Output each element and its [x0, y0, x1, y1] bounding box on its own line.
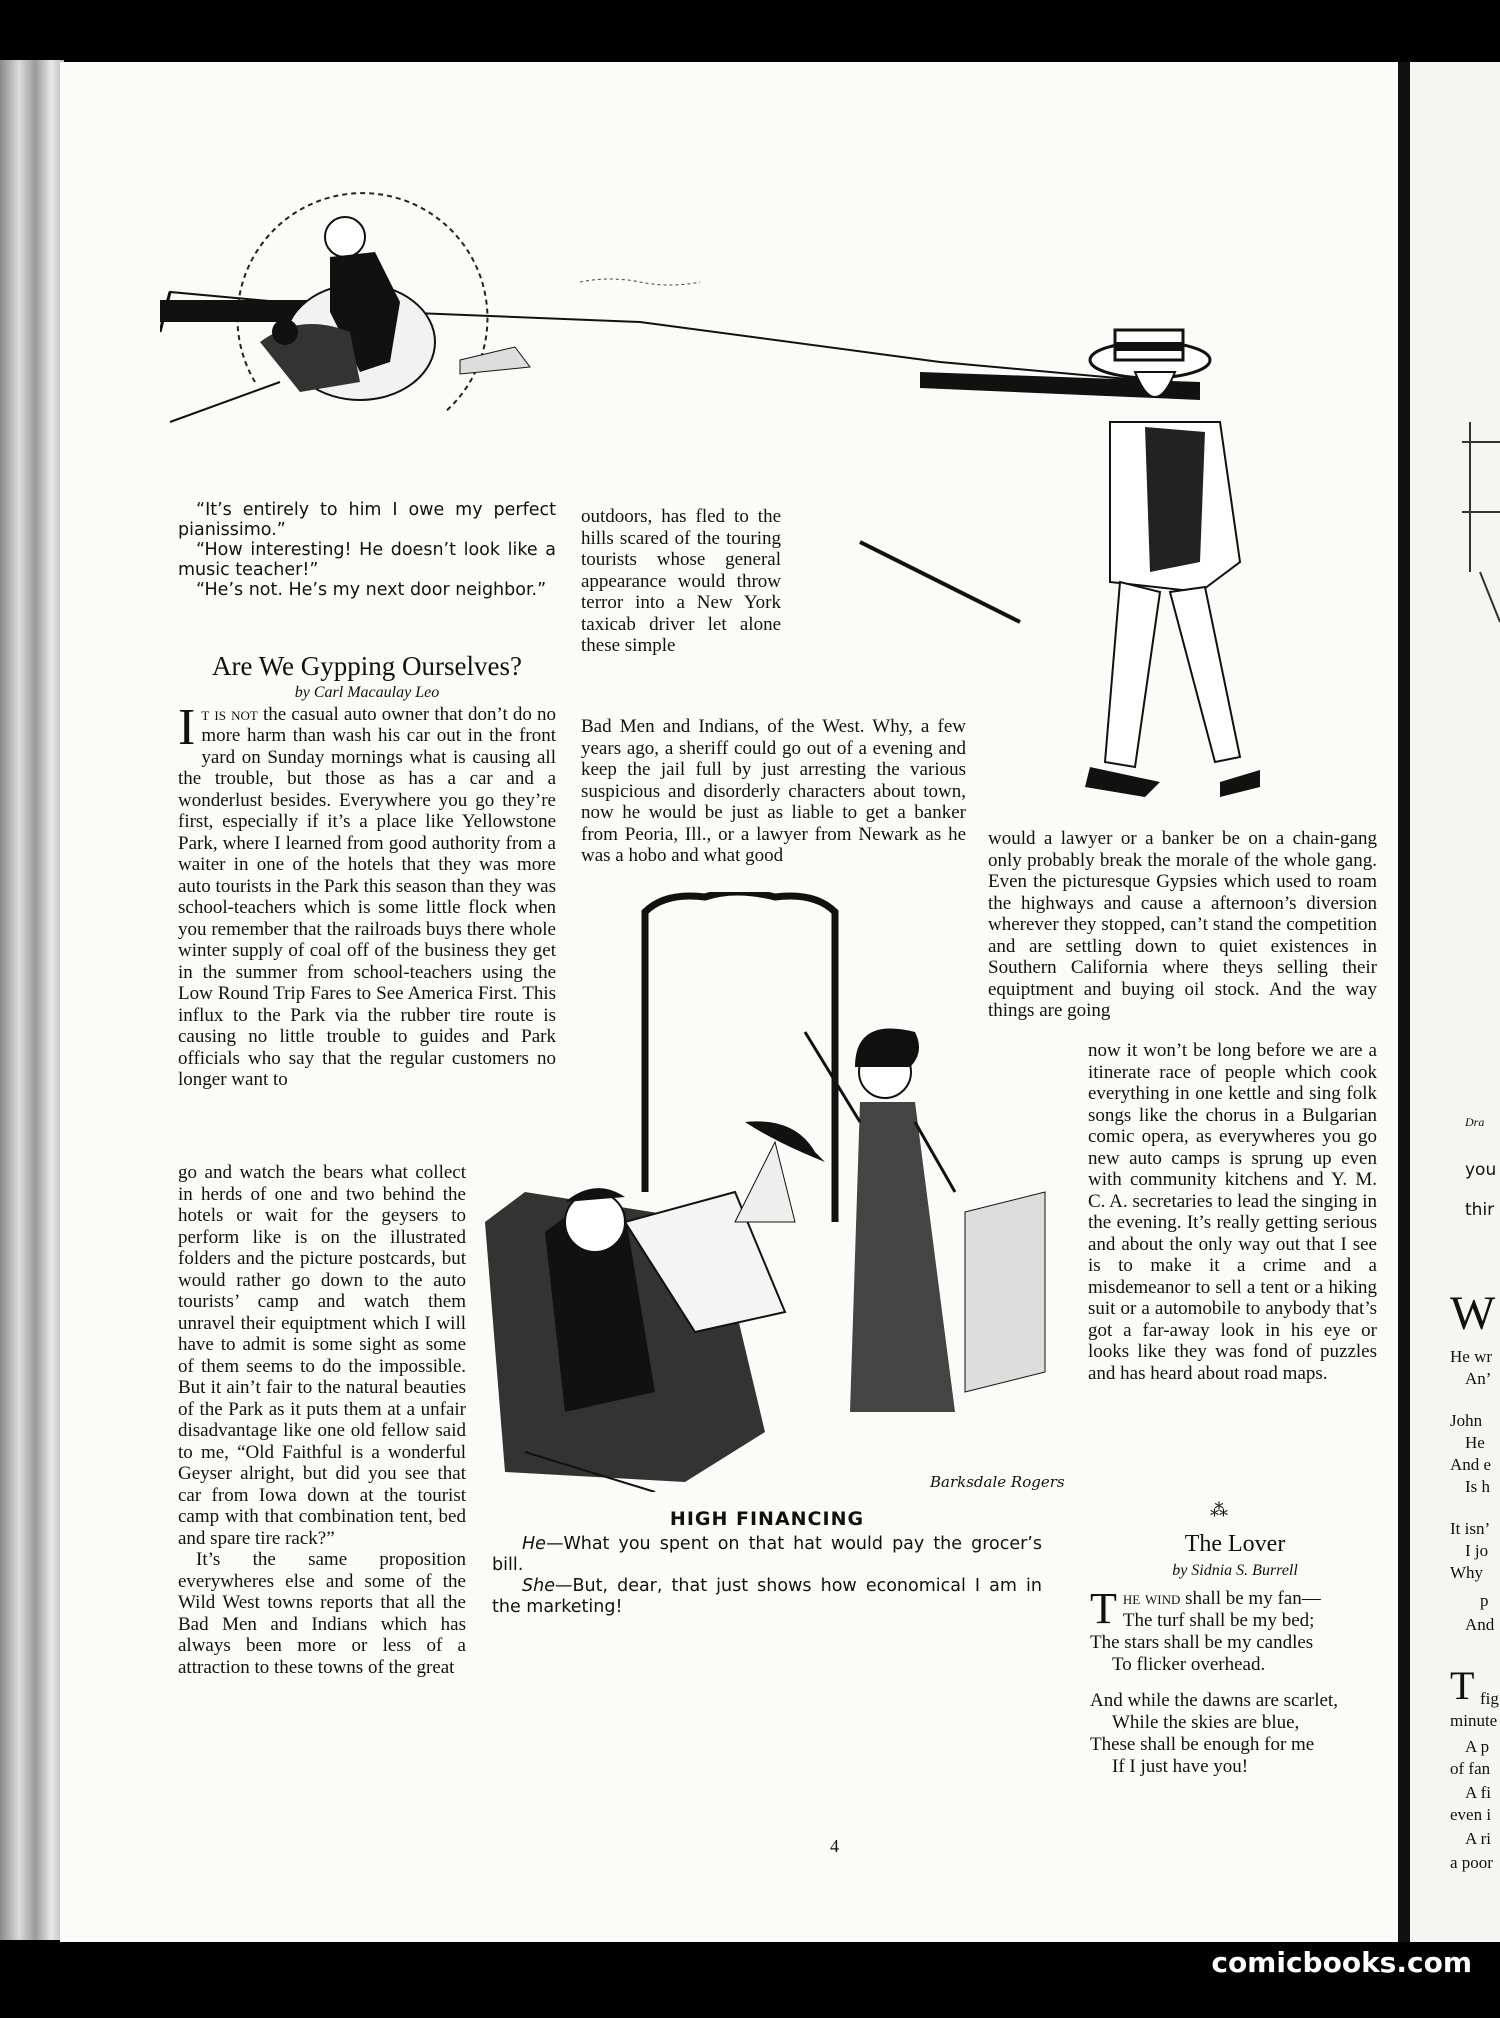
joke-line: “He’s not. He’s my next door neighbor.”: [196, 580, 547, 600]
facing-page-drawing: [1462, 422, 1500, 642]
facing-fragment: He: [1465, 1433, 1485, 1452]
article-lead: t is not: [201, 703, 258, 725]
facing-fragment: p: [1480, 1591, 1489, 1610]
article-col-1-narrow: [178, 1162, 466, 1678]
facing-fragment: And: [1465, 1615, 1495, 1634]
poem-line: And while the dawns are scarlet,: [1090, 1690, 1338, 1711]
book-spine: [0, 60, 64, 1940]
poem-line: These shall be enough for me: [1090, 1734, 1315, 1755]
poem-line: If I just have you!: [1112, 1756, 1249, 1777]
joke-block: [178, 500, 556, 600]
watermark: comicbooks.com: [1211, 1946, 1472, 1979]
facing-fragment: thir: [1465, 1200, 1495, 1220]
facing-fragment: John: [1450, 1411, 1483, 1430]
poem-line: To flicker overhead.: [1112, 1654, 1266, 1675]
poem-line: The stars shall be my candles: [1090, 1632, 1314, 1653]
article-text: outdoors, has fled to the hills scared of the touring tourists whose general appearance would throw terror into a New York taxicab driver let alone these simple: [581, 506, 781, 656]
poem-dropcap: T: [1090, 1584, 1117, 1633]
article-col-2-wide: [581, 716, 966, 867]
magazine-page: [60, 62, 1405, 1942]
article-byline: by Carl Macaulay Leo: [294, 684, 440, 701]
facing-fragment: He wr: [1450, 1347, 1493, 1366]
facing-fragment: Is h: [1465, 1477, 1491, 1496]
article-text: go and watch the bears what collect in herds of one and two behind the hotels or wait for the geysers to perform like is on the illustrated folders and the picture postcards, but would rather go down to the auto tourists’ camp and watch them unravel their equiptment which I will have to admit is some sight as some of them seems to do the impossible. But it ain’t fair to the natural beauties of the Park as it puts them at a unfair disadvantage like one old fellow said to me, “Old Faithful is a wonderful Geyser alright, but did you see that car from Iowa down at the tourist camp with that combination tent, bed and spare tire rack?”: [178, 1162, 466, 1549]
poem-lead: he wind: [1122, 1588, 1181, 1609]
caption-title: HIGH FINANCING: [669, 1508, 865, 1530]
poem-line: shall be my fan—: [1185, 1588, 1321, 1609]
page-number: 4: [830, 1836, 839, 1856]
article-text: now it won’t be long before we are a itinerate race of people which cook everything in one kettle and sing folk songs like the chorus in a Bulgarian comic opera, as everywheres you go new auto camps is sprung up even with community kitchens and Y. M. C. A. secretaries to lead the singing in the evening. It’s really getting serious and about the only way out that I see is to make it a crime and a misdemeanor to sell a tent or a hiking suit or a automobile to anybody that’s got a far-away look in his eye or looks like they was fond of puzzles and has heard about road maps.: [1088, 1040, 1377, 1384]
article-col-3: [988, 828, 1377, 1022]
caption-she-label: She: [522, 1576, 555, 1596]
facing-fragment: It isn’: [1450, 1519, 1491, 1538]
article-text: Bad Men and Indians, of the West. Why, a few years ago, a sheriff could go out of a evening and keep the jail full by just arresting the various suspicious and disorderly characters about town, now he would be just as liable to get a banker from Peoria, Ill., or a lawyer from Newark as he was a hobo and what good: [581, 716, 966, 866]
cartoon-signature: Barksdale Rogers: [930, 1473, 1065, 1491]
article-text: the casual auto owner that don’t do no more harm than wash his car out in the front yard on Sunday mornings what is causing all the trouble, but those as has a car and a wonderlust besides. Everywhere you go they’re first, especially if it’s a place like Yellowstone Park, where I learned from good authority from a waiter in one of the hotels that they was more auto tourists in the Park this season than they was school-teachers which is some little flock when you remember that the railroads buys there whole winter supply of coal off of the business they get in the summer from school-teachers using the Low Round Trip Fares to See America First. This influx to the Park via the rubber tire route is causing no little trouble to guides and Park officials who say that the regular customers no longer want to: [178, 703, 557, 1090]
facing-fragment: Dra: [1465, 1115, 1485, 1129]
cartoon-caption: [492, 1502, 1042, 1618]
caption-he-text: —What you spent on that hat would pay the grocer’s bill.: [492, 1534, 1042, 1575]
poem-byline: by Sidnia S. Burrell: [1172, 1562, 1298, 1579]
separator: ⁂: [1210, 1500, 1228, 1520]
article-col-3-narrow: [1088, 1040, 1377, 1384]
article-text: It’s the same proposition everywheres else and some of the Wild West towns reports that all the Bad Men and Indians which has always been more or less of a attraction to these towns of the great: [178, 1549, 466, 1678]
facing-fragment: An’: [1465, 1369, 1492, 1388]
facing-fragment: I jo: [1465, 1541, 1489, 1560]
article-col-2-narrow: [581, 506, 781, 657]
article-text: would a lawyer or a banker be on a chain-gang only probably break the morale of the whole gang. Even the picturesque Gypsies which used to roam the highways and cause a afternoon’s diversion wherever they stopped, can’t stand the competition and are settling down to quiet existences in Southern California where theys selling their equiptment and buying oil stock. And the way things are going: [988, 828, 1377, 1021]
dropcap: I: [178, 698, 196, 756]
facing-fragment: W: [1450, 1287, 1496, 1340]
facing-fragment: A fi: [1465, 1783, 1491, 1802]
poem-title: The Lover: [1184, 1531, 1286, 1557]
facing-fragment: Why: [1450, 1563, 1484, 1582]
facing-page: [1410, 62, 1500, 1942]
article-title: Are We Gypping Ourselves?: [212, 651, 522, 681]
facing-fragment: of fan: [1450, 1759, 1491, 1778]
facing-fragment: a poor: [1450, 1853, 1493, 1872]
facing-fragment: A ri: [1465, 1829, 1491, 1848]
facing-fragment: A p: [1465, 1737, 1490, 1756]
facing-fragment: And e: [1450, 1455, 1492, 1474]
facing-fragment: you: [1465, 1160, 1497, 1180]
poem-line: While the skies are blue,: [1112, 1712, 1300, 1733]
joke-line: “How interesting! He doesn’t look like a music teacher!”: [178, 540, 556, 580]
facing-fragment: minute: [1450, 1711, 1498, 1730]
facing-fragment: even i: [1450, 1805, 1492, 1824]
caption-she-text: —But, dear, that just shows how economical I am in the marketing!: [492, 1576, 1042, 1617]
joke-line: “It’s entirely to him I owe my perfect pianissimo.”: [178, 500, 556, 540]
poem-line: The turf shall be my bed;: [1122, 1610, 1315, 1631]
poem: [1090, 1528, 1380, 1778]
facing-fragment: T: [1450, 1663, 1475, 1708]
caption-he-label: He: [522, 1534, 546, 1554]
facing-fragment: fig: [1480, 1689, 1499, 1708]
